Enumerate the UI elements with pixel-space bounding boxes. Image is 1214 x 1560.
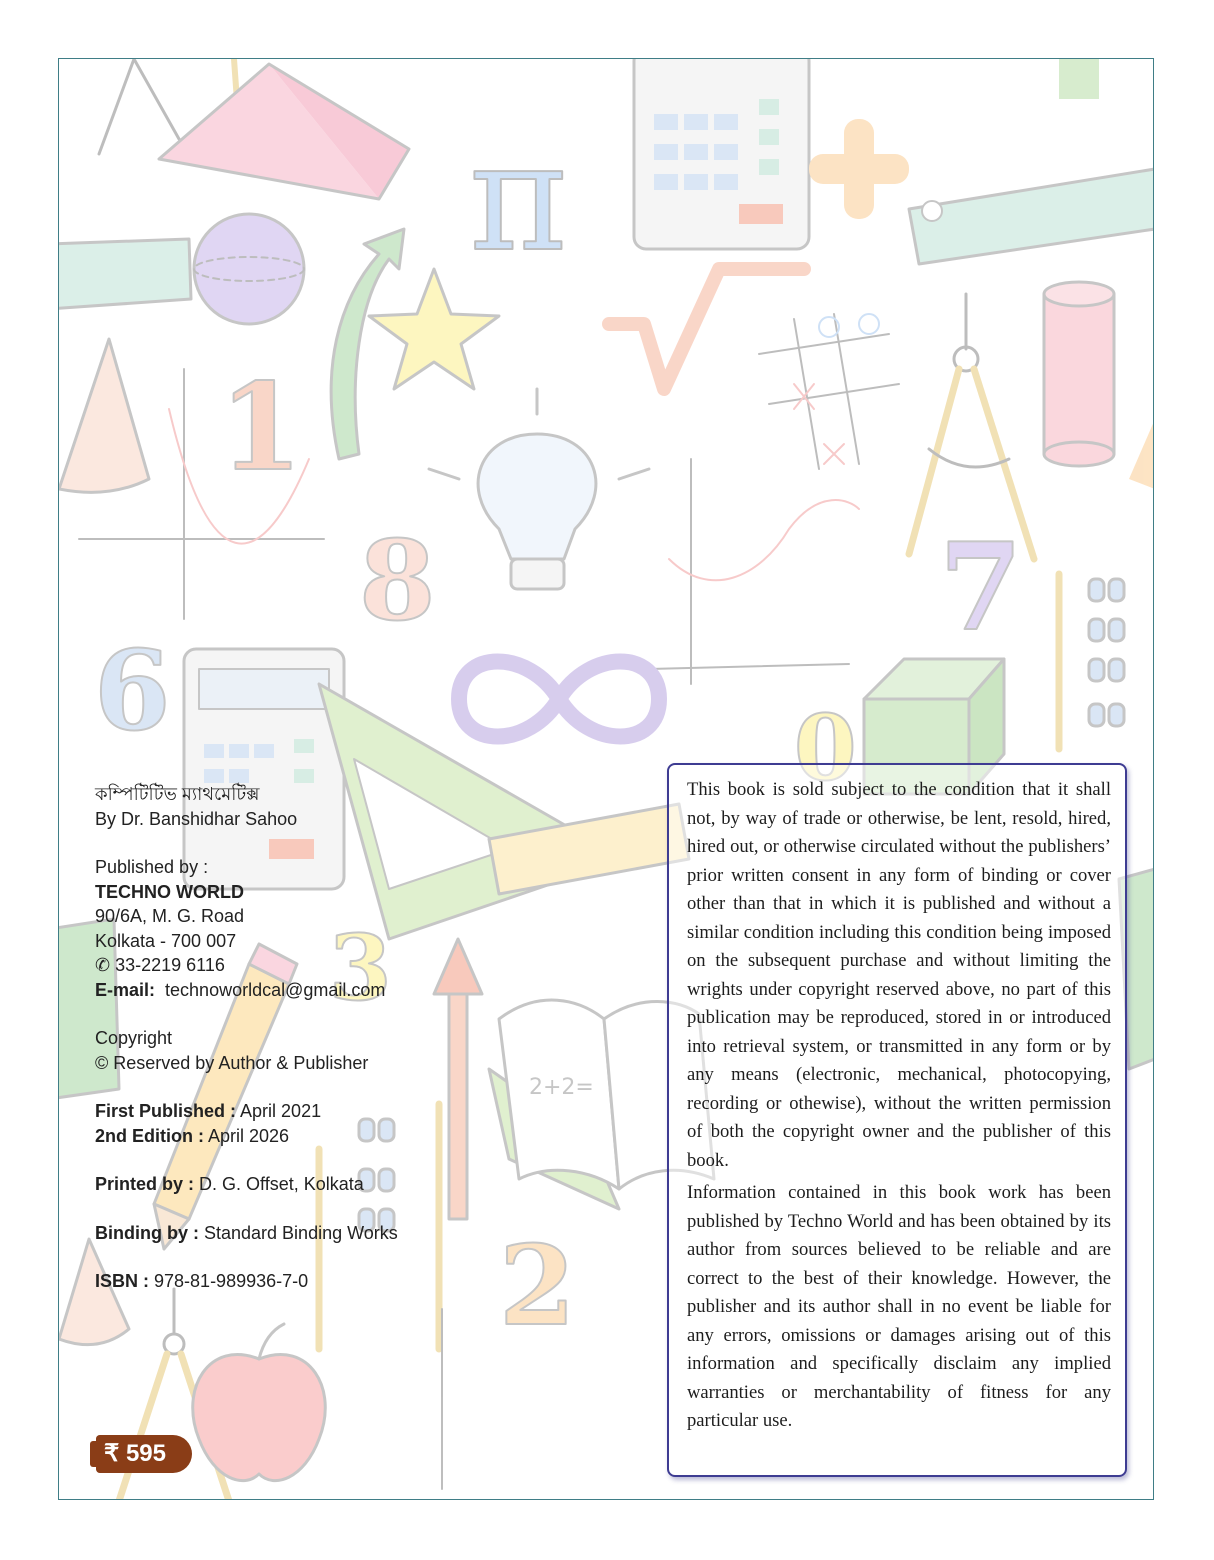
printed-by-label: Printed by : [95,1174,195,1194]
isbn-number: 978-81-989936-7-0 [154,1271,309,1291]
ruler-icon [909,169,1154,264]
pi-icon: π [469,111,568,285]
copyright-label: Copyright [95,1028,173,1048]
sphere-icon [194,214,304,324]
tic-tac-toe-icon [759,314,899,469]
address-line-2: Kolkata - 700 007 [95,930,237,951]
number-1-icon: 1 [219,357,303,498]
lightbulb-icon [429,389,649,589]
first-published-date: April 2021 [240,1101,322,1121]
copyright-notice-box [667,763,1127,1477]
address-line-1: 90/6A, M. G. Road [95,906,245,926]
first-published-label: First Published : [95,1101,237,1121]
cylinder-icon [1044,282,1114,466]
svg-text:0: 0 [794,695,857,801]
number-2-icon: 2 [499,1221,576,1350]
svg-text:2+2=: 2+2= [529,1075,594,1100]
apple-icon [193,1324,326,1481]
number-7-icon: 7 [939,517,1023,658]
copyright-text: © Reserved by Author & Publisher [95,1052,369,1073]
second-edition-label: 2nd Edition : [95,1125,204,1146]
notice-paragraph-1: This book is sold subject to the condition that it shall not, by way of trade or otherwise, be lent, resold, hired, hired out, or otherwise circulated without the publishers’ prior written consent in any form of binding or cover other than that in which it is published and without a similar condition including this condition being imposed on the subsequent purchase and without limiting the wrights under copyright reserved above, no part of this publication may be reproduced, stored in or introduced into retrieval system, or transmitted in any form or by any means (electronic, mechanical, photocopying, recording or othewise), without the written permission of both the copyright owner and the publisher of this book. [687,779,1111,1171]
published-by-label: Published by : [95,857,209,877]
isbn-label: ISBN : [95,1271,149,1291]
email-label: E-mail: [95,979,156,1000]
publisher-name: TECHNO WORLD [95,881,244,902]
price-tag: ₹ 595 [96,1435,192,1473]
printer-name: D. G. Offset, Kolkata [199,1174,364,1194]
second-edition-date: April 2026 [208,1125,290,1146]
square-root-icon [609,269,804,389]
binder-name: Standard Binding Works [204,1222,398,1243]
author-line: By Dr. Banshidhar Sahoo [95,808,298,829]
abacus-icon [1059,574,1124,749]
star-icon [369,269,499,389]
phone-number: ✆ 33-2219 6116 [95,955,225,975]
calculator-icon [634,59,809,249]
number-8-icon: 8 [359,516,436,645]
book-title-bengali: কম্পিটিটিভ ম্যাথমেটিক্স [95,784,260,804]
arrow-icon [331,229,404,459]
number-3-icon: 3 [329,915,392,1021]
binding-by-label: Binding by : [95,1222,199,1243]
number-6-icon: 6 [94,626,171,755]
notice-paragraph-2: Information contained in this book work has been published by Techno World and has been obtained by its author from sources believed to be reliable and are correct to the best of their knowledge. However, the publisher and its author shall in no event be liable for any errors, omissions or damages arising out of this information and specifically disclaim any implied warranties or merchantability of fitness for any particular use. [687,1182,1111,1431]
infinity-icon [459,662,659,737]
email-address: technoworldcal@gmail.com [165,979,386,1000]
plus-icon [809,119,909,219]
pyramid-icon [159,64,409,199]
colophon [95,782,455,1294]
ruler-icon [59,239,191,309]
